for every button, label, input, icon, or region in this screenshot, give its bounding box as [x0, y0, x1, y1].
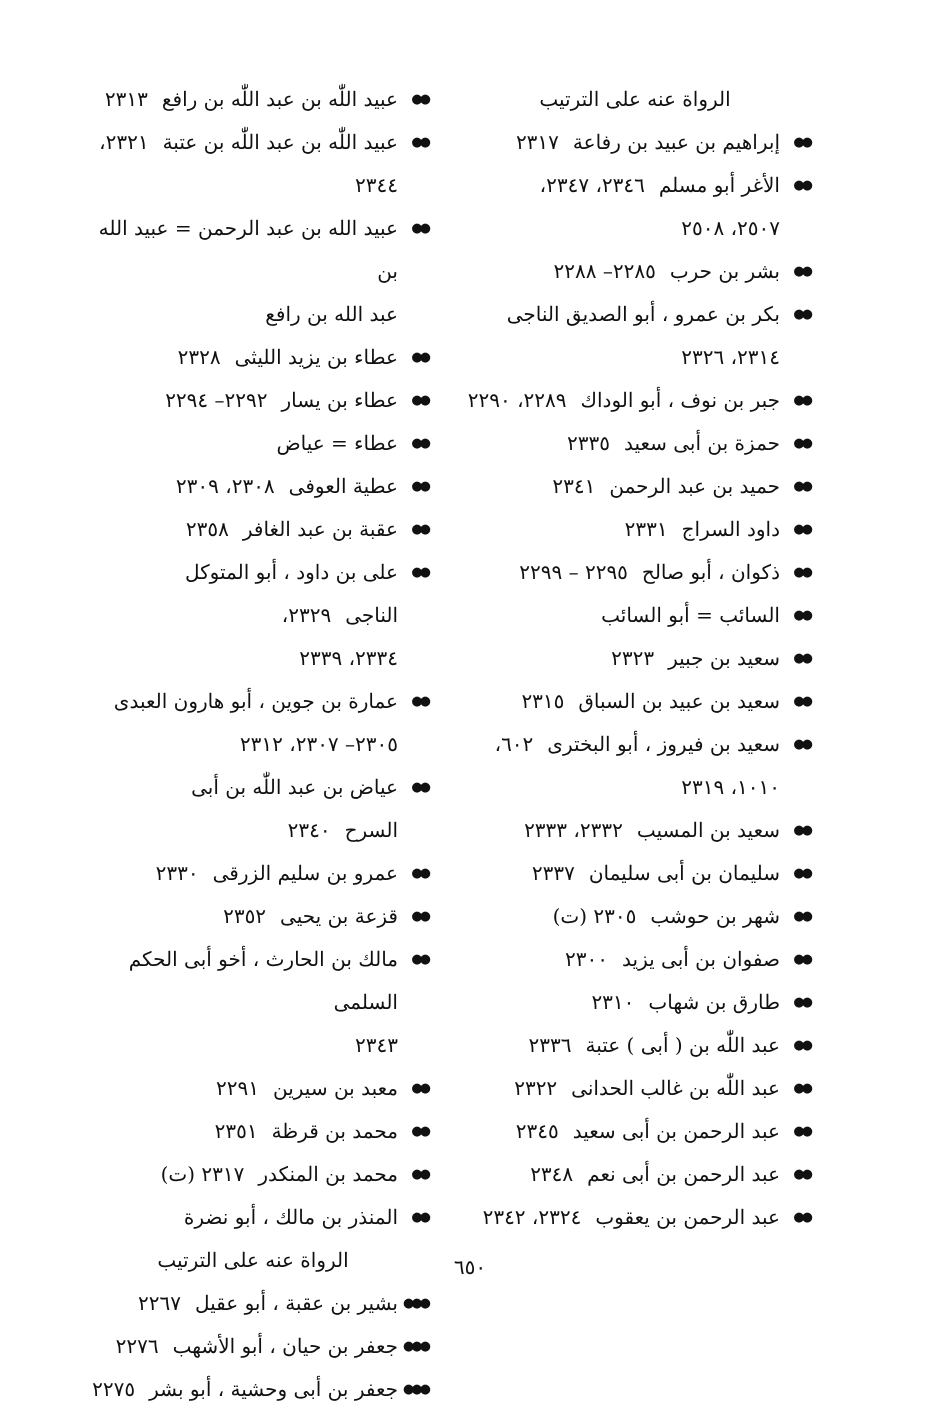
narrator-name: عبيد اللّٰه بن عبد اللّٰه بن عتبة [162, 130, 398, 154]
list-item [460, 1110, 810, 1153]
bullet-marker: ●● [793, 178, 810, 193]
bullet-marker: ●● [411, 1210, 428, 1225]
bullet-marker: ●● [793, 1210, 810, 1225]
list-item [78, 1110, 428, 1153]
hadith-numbers: ٢٣٣٢، ٢٣٣٣ [524, 818, 623, 842]
hadith-numbers: ٢٢٧٦ [115, 1334, 159, 1358]
bullet-marker: ●● [793, 1167, 810, 1182]
bullet-marker: ●● [793, 1081, 810, 1096]
list-item [460, 465, 810, 508]
list-item [78, 1368, 428, 1411]
bullet-marker: ●● [411, 92, 428, 107]
section-heading: الرواة عنه على الترتيب [157, 1248, 349, 1272]
bullet-marker: ●● [411, 350, 428, 365]
bullet-marker: ●● [793, 565, 810, 580]
continuation-line: ٢٣٤٣ [355, 1033, 398, 1057]
list-item [78, 766, 428, 852]
narrator-name: جبر بن نوف ، أبو الوداك [580, 388, 780, 412]
narrator-name: محمد بن المنكدر [258, 1162, 398, 1186]
bullet-marker: ●● [411, 393, 428, 408]
narrator-name: عطاء بن يسار [281, 388, 398, 412]
hadith-numbers: ٢٣١٣ [104, 87, 148, 111]
bullet-marker: ●● [411, 952, 428, 967]
hadith-numbers: ٢٣٤٠ [287, 818, 331, 842]
narrator-name: على بن داود ، أبو المتوكل الناجى [185, 560, 398, 627]
hadith-numbers: ٢٣٠٨، ٢٣٠٩ [175, 474, 275, 498]
list-item [460, 852, 810, 895]
list-item [78, 336, 428, 379]
bullet-marker: ●● [793, 694, 810, 709]
right-column [460, 78, 810, 1239]
hadith-numbers: ٢٣٢٤، ٢٣٤٢ [482, 1205, 582, 1229]
list-item [460, 1153, 810, 1196]
list-item [460, 594, 810, 637]
narrator-name: إبراهيم بن عبيد بن رفاعة [572, 130, 780, 154]
list-item [78, 938, 428, 1067]
narrator-name: معبد بن سيرين [272, 1076, 398, 1100]
bullet-marker: ●● [411, 479, 428, 494]
bullet-marker: ●● [793, 1124, 810, 1139]
bullet-marker: ●● [411, 436, 428, 451]
bullet-marker: ●●● [402, 1339, 428, 1354]
continuation-line: ٢٣٠٥– ٢٣٠٧، ٢٣١٢ [239, 732, 398, 756]
narrator-name: عقبة بن عبد الغافر [242, 517, 398, 541]
list-item [78, 680, 428, 766]
bullet-marker: ●● [411, 1081, 428, 1096]
bullet-marker: ●● [411, 522, 428, 537]
list-item [460, 379, 810, 422]
bullet-marker: ●● [411, 694, 428, 709]
narrator-name: مالك بن الحارث ، أخو أبى الحكم السلمى [128, 947, 398, 1014]
list-item [460, 938, 810, 981]
narrator-name: عبد اللّٰه بن ( أبى ) عتبة [585, 1033, 780, 1057]
list-item [460, 164, 810, 250]
list-item [78, 508, 428, 551]
list-item [78, 1067, 428, 1110]
bullet-marker: ●● [793, 522, 810, 537]
hadith-numbers: ٢٣٥٨ [185, 517, 229, 541]
continuation-line: ١٠١٠، ٢٣١٩ [681, 775, 780, 799]
list-item [460, 1024, 810, 1067]
hadith-numbers: ٢٢٧٥ [92, 1377, 136, 1401]
bullet-marker: ●● [411, 1124, 428, 1139]
hadith-numbers: ٢٣٤٨ [530, 1162, 574, 1186]
narrator-name: سعيد بن المسيب [636, 818, 780, 842]
narrator-name: شهر بن حوشب [650, 904, 780, 928]
list-item [78, 895, 428, 938]
narrator-name: عبد الرحمن بن يعقوب [595, 1205, 780, 1229]
narrator-name: عبيد اللّٰه بن عبد اللّٰه بن رافع [161, 87, 398, 111]
bullet-marker: ●● [793, 436, 810, 451]
hadith-numbers: ٢٢٦٧ [138, 1291, 181, 1315]
bullet-marker: ●● [793, 866, 810, 881]
bullet-marker: ●●● [402, 1382, 428, 1397]
narrator-name: عبد اللّٰه بن غالب الحدانى [571, 1076, 780, 1100]
bullet-marker: ●● [793, 995, 810, 1010]
hadith-numbers: ٢٣١٠ [591, 990, 635, 1014]
narrator-name: المنذر بن مالك ، أبو نضرة [183, 1205, 398, 1229]
narrator-name: جعفر بن حيان ، أبو الأشهب [172, 1334, 398, 1358]
list-item [460, 981, 810, 1024]
list-item [78, 121, 428, 207]
bullet-marker: ●● [411, 1167, 428, 1182]
hadith-numbers: ٢٣٣٥ [566, 431, 610, 455]
list-item [78, 1325, 428, 1368]
narrator-name: بكر بن عمرو ، أبو الصديق الناجى [506, 302, 780, 326]
hadith-numbers: ٢٣٣٠ [155, 861, 199, 885]
continuation-line: ٢٣٣٤، ٢٣٣٩ [299, 646, 398, 670]
hadith-numbers: ٢٣١٥ [521, 689, 565, 713]
hadith-numbers: ٢٢٨٥– ٢٢٨٨ [553, 259, 656, 283]
narrator-name: عبد الرحمن بن أبى سعيد [572, 1119, 780, 1143]
bullet-marker: ●● [411, 780, 428, 795]
continuation-line: ٢٣١٤، ٢٣٢٦ [681, 345, 780, 369]
list-item [78, 422, 428, 465]
narrator-name: جعفر بن أبى وحشية ، أبو بشر [149, 1377, 398, 1401]
narrator-name: حمزة بن أبى سعيد [623, 431, 780, 455]
hadith-numbers: ٢٣٣٧ [531, 861, 575, 885]
narrator-name: بشر بن حرب [669, 259, 780, 283]
entry-list-top [78, 78, 428, 1239]
bullet-marker: ●● [793, 608, 810, 623]
list-item [460, 121, 810, 164]
list-item [78, 78, 428, 121]
hadith-numbers: ٢٣٣١ [624, 517, 668, 541]
narrator-name: عطاء بن يزيد الليثى [234, 345, 398, 369]
narrator-name: ذكوان ، أبو صالح [641, 560, 780, 584]
bullet-marker: ●● [793, 393, 810, 408]
hadith-numbers: ٢٣٠٠ [565, 947, 608, 971]
hadith-numbers: ٢٢٨٩، ٢٢٩٠ [467, 388, 567, 412]
narrator-name: السائب = أبو السائب [601, 603, 780, 627]
list-item [460, 680, 810, 723]
hadith-numbers: ٢٣٠٥ (ت) [552, 904, 637, 928]
bullet-marker: ●● [793, 307, 810, 322]
bullet-marker: ●● [793, 264, 810, 279]
list-item [78, 379, 428, 422]
hadith-numbers: ٢٢٩٥ – ٢٢٩٩ [519, 560, 628, 584]
narrator-name: عمرو بن سليم الزرقى [212, 861, 398, 885]
hadith-numbers: ٢٣٤٦، ٢٣٤٧، [539, 173, 645, 197]
bullet-marker: ●● [793, 909, 810, 924]
list-item [460, 1067, 810, 1110]
list-item [460, 895, 810, 938]
bullet-marker: ●● [793, 135, 810, 150]
hadith-numbers: ٢٣٢٩، [281, 603, 332, 627]
narrator-name: عياض بن عبد اللّٰه بن أبى السرح [191, 775, 398, 842]
continuation-line: عبد الله بن رافع [265, 302, 398, 326]
bullet-marker: ●● [411, 565, 428, 580]
continuation-line: ٢٥٠٧، ٢٥٠٨ [681, 216, 780, 240]
hadith-numbers: ٢٣٣٦ [528, 1033, 572, 1057]
hadith-numbers: ٢٣٢١، [99, 130, 149, 154]
list-item [460, 422, 810, 465]
narrator-name: عبد الرحمن بن أبى نعم [587, 1162, 780, 1186]
hadith-numbers: ٢٣٤٥ [515, 1119, 559, 1143]
list-item [460, 809, 810, 852]
hadith-numbers: ٢٣٥١ [214, 1119, 258, 1143]
list-item [460, 723, 810, 809]
narrator-name: سعيد بن جبير [668, 646, 780, 670]
narrator-name: عطية العوفى [288, 474, 398, 498]
bullet-marker: ●● [793, 1038, 810, 1053]
bullet-marker: ●●● [402, 1296, 428, 1311]
hadith-numbers: ٢٣١٧ (ت) [160, 1162, 245, 1186]
bullet-marker: ●● [793, 737, 810, 752]
list-item [78, 207, 428, 336]
narrator-name: داود السراج [681, 517, 780, 541]
hadith-numbers: ٢٣١٧ [515, 130, 559, 154]
hadith-numbers: ٢٣٢٢ [514, 1076, 558, 1100]
list-item [78, 852, 428, 895]
hadith-numbers: ٢٣٥٢ [223, 904, 267, 928]
bullet-marker: ●● [793, 479, 810, 494]
list-item [78, 1282, 428, 1325]
list-item [460, 508, 810, 551]
list-item [78, 551, 428, 680]
narrator-name: طارق بن شهاب [648, 990, 780, 1014]
hadith-numbers: ٢٣٤١ [552, 474, 596, 498]
narrator-name: الأغر أبو مسلم [658, 173, 780, 197]
bullet-marker: ●● [793, 651, 810, 666]
list-item [460, 637, 810, 680]
hadith-numbers: ٢٣٢٨ [177, 345, 221, 369]
hadith-numbers: ٢٣٢٣ [611, 646, 655, 670]
page-number: ٦٥٠ [453, 1255, 487, 1279]
list-item [460, 1196, 810, 1239]
list-item [460, 293, 810, 379]
hadith-numbers: ٦٠٢، [494, 732, 534, 756]
section-heading: الرواة عنه على الترتيب [539, 87, 731, 111]
bullet-marker: ●● [411, 135, 428, 150]
left-column [78, 78, 428, 1411]
narrator-name: عطاء = عياض [276, 431, 398, 455]
bullet-marker: ●● [411, 866, 428, 881]
narrator-name: عبيد الله بن عبد الرحمن = عبيد الله بن [98, 216, 398, 283]
narrator-name: عمارة بن جوين ، أبو هارون العبدى [113, 689, 398, 713]
list-item [78, 465, 428, 508]
list-item [460, 250, 810, 293]
narrator-name: سليمان بن أبى سليمان [588, 861, 780, 885]
bullet-marker: ●● [411, 221, 428, 236]
narrator-name: بشير بن عقبة ، أبو عقيل [194, 1291, 398, 1315]
list-item [78, 1196, 428, 1239]
list-item [78, 1153, 428, 1196]
narrator-name: صفوان بن أبى يزيد [622, 947, 780, 971]
hadith-numbers: ٢٢٩١ [216, 1076, 259, 1100]
narrator-name: سعيد بن فيروز ، أبو البخترى [547, 732, 780, 756]
narrator-name: سعيد بن عبيد بن السباق [578, 689, 780, 713]
bullet-marker: ●● [411, 909, 428, 924]
hadith-numbers: ٢٢٩٢– ٢٢٩٤ [165, 388, 268, 412]
narrator-name: حميد بن عبد الرحمن [609, 474, 780, 498]
bullet-marker: ●● [793, 823, 810, 838]
narrator-name: قزعة بن يحيى [280, 904, 398, 928]
narrator-name: محمد بن قرظة [271, 1119, 398, 1143]
bullet-marker: ●● [793, 952, 810, 967]
list-item [460, 551, 810, 594]
continuation-line: ٢٣٤٤ [355, 173, 398, 197]
entry-list-bottom [78, 1282, 428, 1411]
